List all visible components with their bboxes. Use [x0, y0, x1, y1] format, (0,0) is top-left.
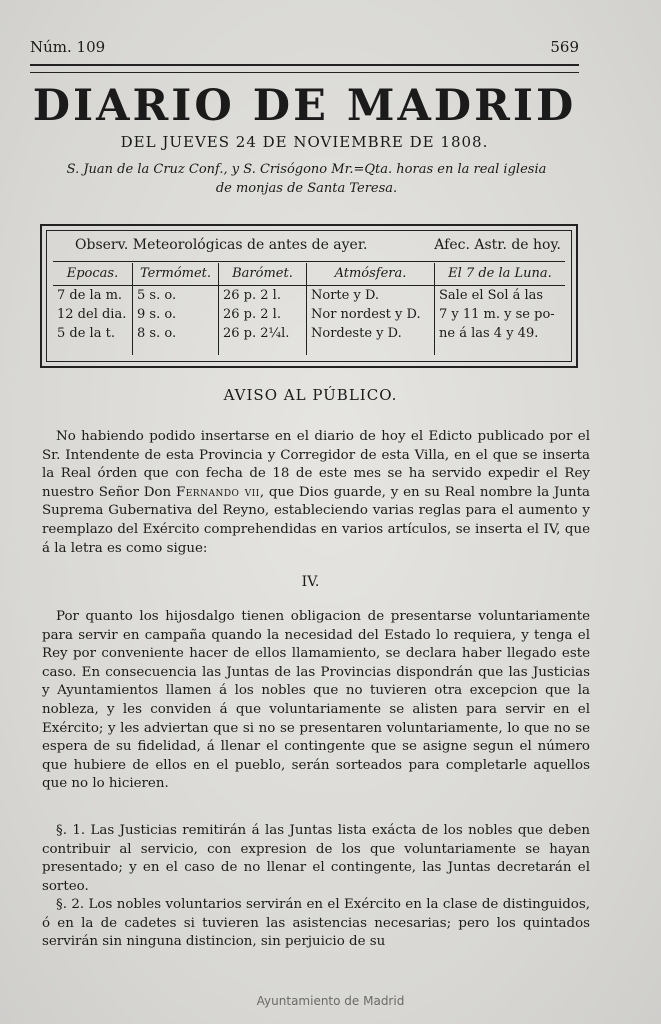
table-cell: 5 s. o.	[137, 288, 177, 303]
double-rule	[30, 64, 579, 73]
weather-right-heading: Afec. Astr. de hoy.	[434, 237, 561, 253]
paragraph-article-iv: Por quanto los hijosdalgo tienen obligacion de presentarse voluntariamente para servir en campaña quando la necesidad del Estado lo requiera, y tenga el Rey por conveniente hacer de ellos llamamiento, se declara haber llegado este caso. En consecuencia las Juntas de las Provincias dispondrán que las Justicias y Ayuntamientos llamen á los nobles que no tuvieren otra excepcion que la nobleza, y les conviden á que voluntariamente se alisten para servir en el Exército; y les adviertan que si no se presentaren voluntariamente, lo que no se espera de su fidelidad, á llenar el contingente que se asigne segun el número que hubiere de ellos en el pueblo, serán sorteados para completarle aquellos que no lo hicieren.	[42, 609, 590, 792]
notice-heading: AVISO AL PÚBLICO.	[223, 386, 398, 404]
king-name: Fernando vii	[175, 484, 260, 500]
column-header: Atmósfera.	[307, 263, 434, 286]
column-header: El 7 de la Luna.	[435, 263, 565, 286]
table-cell: 8 s. o.	[137, 326, 177, 341]
weather-table-inner-border	[46, 230, 572, 362]
column-header: Epocas.	[53, 263, 132, 286]
table-cell: 7 y 11 m. y se po-	[439, 307, 555, 322]
paragraph-section-1: §. 1. Las Justicias remitirán á las Juntas lista exácta de los nobles que deben contribuir al servicio, con expresion de los que voluntariamente se hayan presentado; y en el caso de no llenar el contingente, las Juntas decretarán el sorteo.	[42, 823, 590, 894]
weather-left-heading: Observ. Meteorológicas de antes de ayer.	[75, 237, 368, 253]
weather-column-atmosphere	[307, 263, 435, 355]
weather-column-moon	[435, 263, 565, 355]
masthead-top-row	[30, 36, 579, 56]
table-cell: 26 p. 2 l.	[223, 288, 281, 303]
table-cell: 9 s. o.	[137, 307, 177, 322]
weather-divider	[53, 261, 565, 262]
saints-of-the-day	[32, 160, 581, 198]
weather-column-barometer	[219, 263, 307, 355]
table-cell: Norte y D.	[311, 288, 380, 303]
table-cell: Nordeste y D.	[311, 326, 402, 341]
weather-table	[40, 224, 578, 368]
table-cell: 26 p. 2 l.	[223, 307, 281, 322]
newspaper-title: DIARIO DE MADRID	[32, 81, 577, 131]
table-cell: Nor nordest y D.	[311, 307, 421, 322]
paragraph-section-2: §. 2. Los nobles voluntarios servirán en el Exército en la clase de distinguidos, ó en la de cadetes si tuvieren las asistencias necesarias; pero los quintados servirán sin ninguna distincion, sin perjuicio de su	[42, 897, 590, 950]
saints-line-1: S. Juan de la Cruz Conf., y S. Crisógono Mr.=Qta. horas en la real iglesia	[66, 162, 547, 177]
issue-number: Núm. 109	[30, 38, 106, 56]
table-cell: 7 de la m.	[57, 288, 123, 303]
table-cell: 26 p. 2¼l.	[223, 326, 290, 341]
weather-table-heading	[47, 231, 571, 259]
paragraph-intro-part-1: No habiendo podido insertarse en el diario de hoy el Edicto publicado por el Sr. Intendente de esta Provincia y Corregidor de esta Villa, en el que se inserta la Real órden que con fecha de 18 de este mes se ha servido expedir el Rey nuestro Señor Don	[42, 429, 590, 500]
saints-line-2: de monjas de Santa Teresa.	[215, 181, 398, 196]
issue-date: DEL JUEVES 24 DE NOVIEMBRE DE 1808.	[120, 133, 489, 151]
table-cell: ne á las 4 y 49.	[439, 326, 539, 341]
section-heading-iv: IV.	[301, 574, 320, 590]
page-number: 569	[550, 38, 579, 56]
weather-column-epochs	[53, 263, 133, 355]
table-cell: 12 del dia.	[57, 307, 127, 322]
weather-columns	[53, 263, 565, 355]
column-header: Barómet.	[219, 263, 306, 286]
table-cell: 5 de la t.	[57, 326, 115, 341]
paragraph-intro	[42, 428, 590, 558]
archive-watermark: Ayuntamiento de Madrid	[256, 994, 405, 1008]
table-cell: Sale el Sol á las	[439, 288, 544, 303]
column-header: Termómet.	[133, 263, 218, 286]
paragraph-intro-part-2: , que Dios guarde, y en su Real nombre la Junta Suprema Gubernativa del Reyno, estableciendo varias reglas para el aumento y reemplazo del Exército comprehendidas en varios artículos, se inserta el IV, que á la letra es como sigue:	[42, 484, 591, 556]
weather-column-thermometer	[133, 263, 219, 355]
